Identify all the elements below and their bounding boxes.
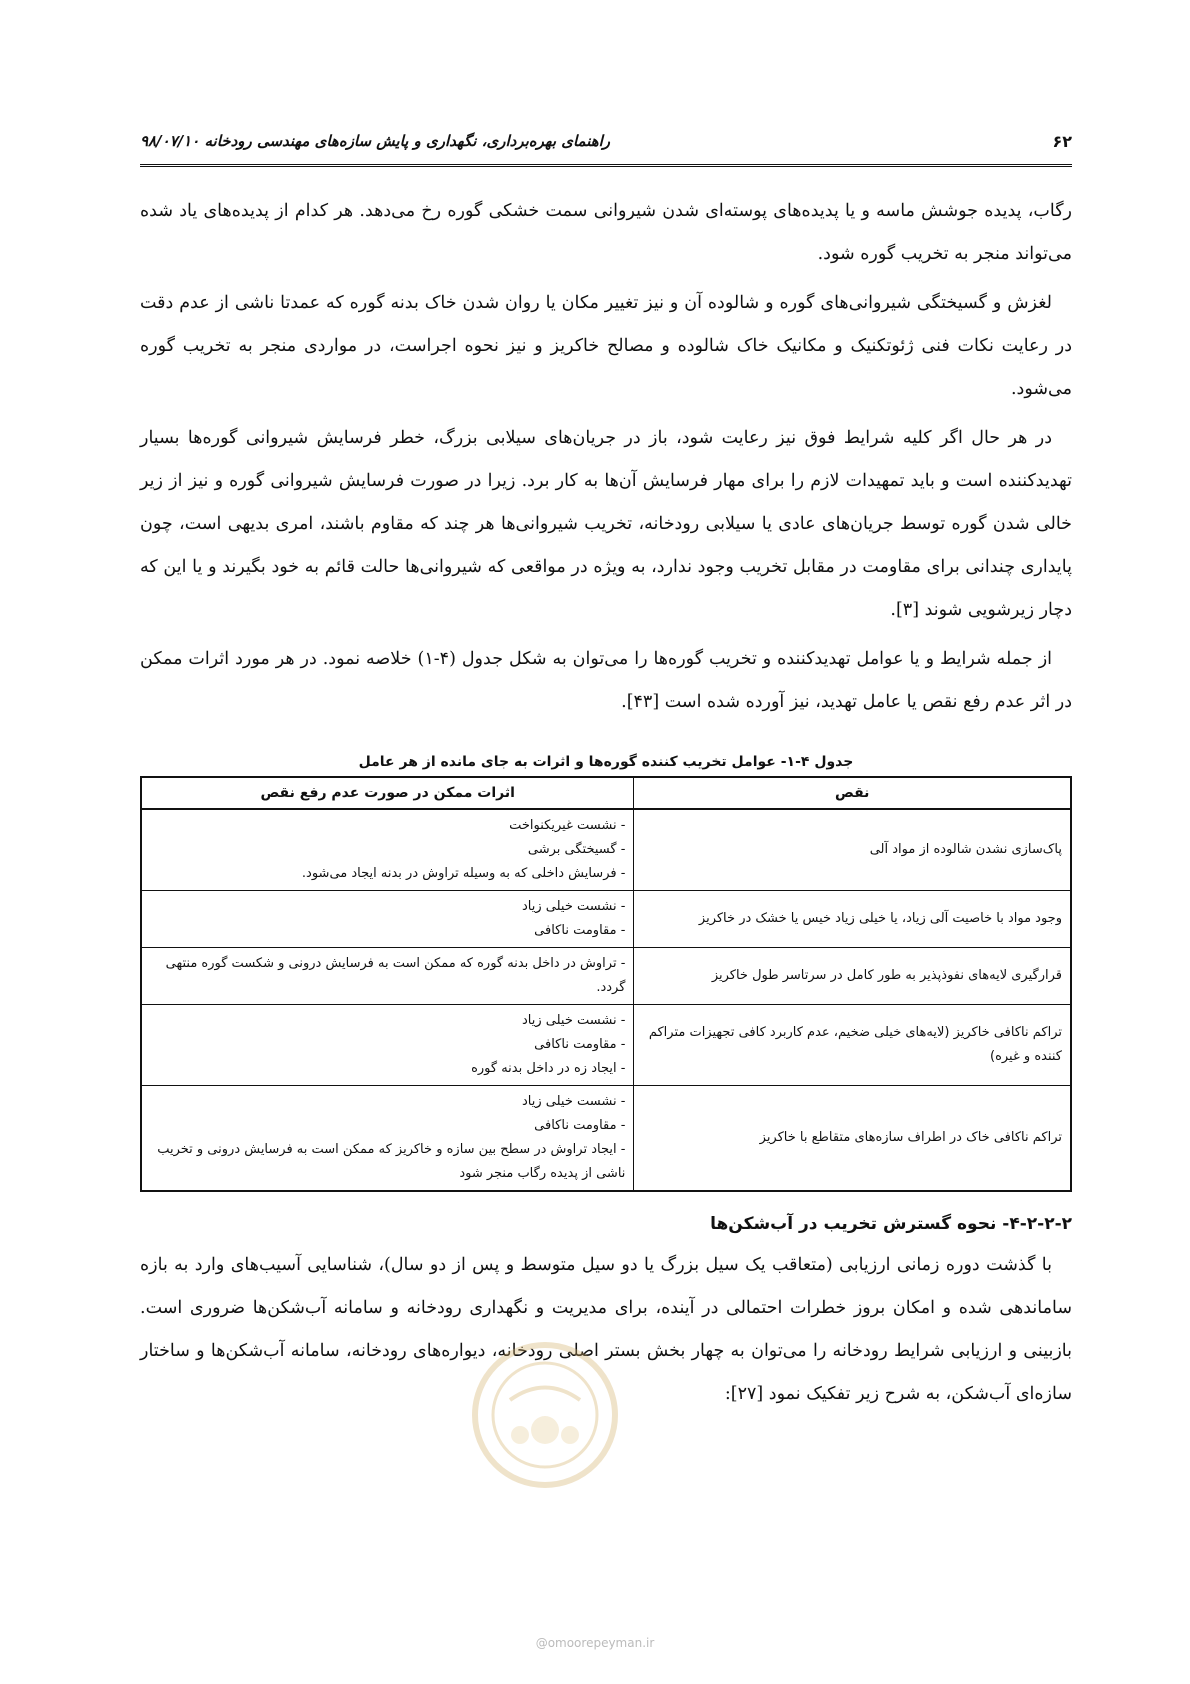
defect-cell: قرارگیری لایه‌های نفوذپذیر به طور کامل در سرتاسر طول خاکریز — [634, 948, 1071, 1005]
paragraph-4: از جمله شرایط و یا عوامل تهدیدکننده و تخریب گوره‌ها را می‌توان به شکل جدول (۴-۱) خلاصه نمود. در هر مورد اثرات ممکن در اثر عدم رفع نقص یا عامل تهدید، نیز آورده شده است [۴۳]. — [140, 649, 1072, 712]
defect-cell: پاک‌سازی نشدن شالوده از مواد آلی — [634, 809, 1071, 891]
effect-item: - نشست خیلی زیاد — [521, 1013, 626, 1028]
effects-cell — [141, 1005, 634, 1086]
effects-cell — [141, 948, 634, 1005]
section-heading: ۴-۲-۲-۲- نحوه گسترش تخریب در آب‌شکن‌ها — [710, 1214, 1072, 1234]
defects-table — [140, 776, 1072, 1192]
effect-item: - نشست خیلی زیاد — [521, 1094, 626, 1109]
table-row — [141, 809, 1071, 891]
effects-cell — [141, 891, 634, 948]
effect-item: - گسیختگی برشی — [527, 842, 626, 857]
effect-item: - مقاومت ناکافی — [534, 1118, 626, 1133]
table-row — [141, 891, 1071, 948]
page-header — [140, 128, 1072, 167]
column-header-defect: نقص — [634, 777, 1071, 809]
effects-cell — [141, 809, 634, 891]
paragraph-3: در هر حال اگر کلیه شرایط فوق نیز رعایت شود، باز در جریان‌های سیلابی بزرگ، خطر فرسایش شیروانی گوره‌ها بسیار تهدیدکننده است و باید تمهیدات لازم را برای مهار فرسایش آن‌ها به کار برد. زیرا در صورت فرسایش شیروانی گوره و نیز از زیر خالی شدن گوره توسط جریان‌های عادی یا سیلابی رودخانه، تخریب شیروانی‌ها هر چند که مقاوم باشند، امری بدیهی است، چون پایداری چندانی برای مقاومت در مقابل تخریب وجود ندارد، به ویژه در مواقعی که شیروانی‌ها حالت قائم به خود بگیرند و یا این که دچار زیرشویی شوند [۳]. — [140, 428, 1072, 620]
running-title: راهنمای بهره‌برداری، نگهداری و پایش سازه‌های مهندسی رودخانه ۹۸/۰۷/۱۰ — [140, 132, 611, 150]
effect-item: - نشست غیریکنواخت — [509, 818, 626, 833]
effect-item: - نشست خیلی زیاد — [521, 899, 626, 914]
column-header-effects: اثرات ممکن در صورت عدم رفع نقص — [141, 777, 634, 809]
table-header-row — [141, 777, 1071, 809]
paragraph-2: لغزش و گسیختگی شیروانی‌های گوره و شالوده آن و نیز تغییر مکان یا روان شدن خاک بدنه گوره که عمدتا ناشی از عدم دقت در رعایت نکات فنی ژئوتکنیک و مکانیک خاک شالوده و مصالح خاکریز و نیز نحوه اجراست، در مواردی منجر به تخریب گوره می‌شود. — [140, 293, 1072, 399]
effects-cell — [141, 1086, 634, 1192]
watermark-seal-icon — [470, 1340, 620, 1490]
paragraph-1: رگاب، پدیده جوشش ماسه و یا پدیده‌های پوسته‌ای شدن شیروانی سمت خشکی گوره رخ می‌دهد. هر کدام از پدیده‌های یاد شده می‌تواند منجر به تخریب گوره شود. — [140, 201, 1072, 264]
watermark-url: @omoorepeyman.ir — [535, 1636, 655, 1650]
defect-cell: تراکم ناکافی خاک در اطراف سازه‌های متقاطع با خاکریز — [634, 1086, 1071, 1192]
defect-cell: وجود مواد با خاصیت آلی زیاد، یا خیلی زیاد خیس یا خشک در خاکریز — [634, 891, 1071, 948]
effect-item: - ایجاد تراوش در سطح بین سازه و خاکریز که ممکن است به فرسایش درونی و تخریب ناشی از پدیده رگاب منجر شود — [157, 1142, 626, 1181]
section-paragraph: با گذشت دوره زمانی ارزیابی (متعاقب یک سیل بزرگ یا دو سیل متوسط و پس از دو سال)، شناسایی آسیب‌های وارد به بازه ساماندهی شده و امکان بروز خطرات احتمالی در آینده، برای مدیریت و نگهداری رودخانه و سامانه آب‌شکن‌ها ضروری است. بازبینی و ارزیابی شرایط رودخانه را می‌توان به چهار بخش بستر اصلی رودخانه، دیواره‌های رودخانه، سامانه آب‌شکن‌ها و ساختار سازه‌ای آب‌شکن، به شرح زیر تفکیک نمود [۲۷]: — [140, 1255, 1072, 1404]
table-row — [141, 948, 1071, 1005]
table-caption: جدول ۴-۱- عوامل تخریب کننده گوره‌ها و اثرات به جای مانده از هر عامل — [358, 754, 854, 770]
main-content — [140, 190, 1072, 1422]
effect-item: - تراوش در داخل بدنه گوره که ممکن است به فرسایش درونی و شکست گوره منتهی گردد. — [165, 956, 626, 995]
defect-cell: تراکم ناکافی خاکریز (لایه‌های خیلی ضخیم، عدم کاربرد کافی تجهیزات متراکم کننده و غیره) — [634, 1005, 1071, 1086]
effect-item: - ایجاد زه در داخل بدنه گوره — [471, 1061, 626, 1076]
table-row — [141, 1086, 1071, 1192]
effect-item: - فرسایش داخلی که به وسیله تراوش در بدنه ایجاد می‌شود. — [301, 866, 626, 881]
effect-item: - مقاومت ناکافی — [534, 923, 626, 938]
table-row — [141, 1005, 1071, 1086]
page-number: ۶۲ — [1052, 132, 1072, 151]
effect-item: - مقاومت ناکافی — [534, 1037, 626, 1052]
